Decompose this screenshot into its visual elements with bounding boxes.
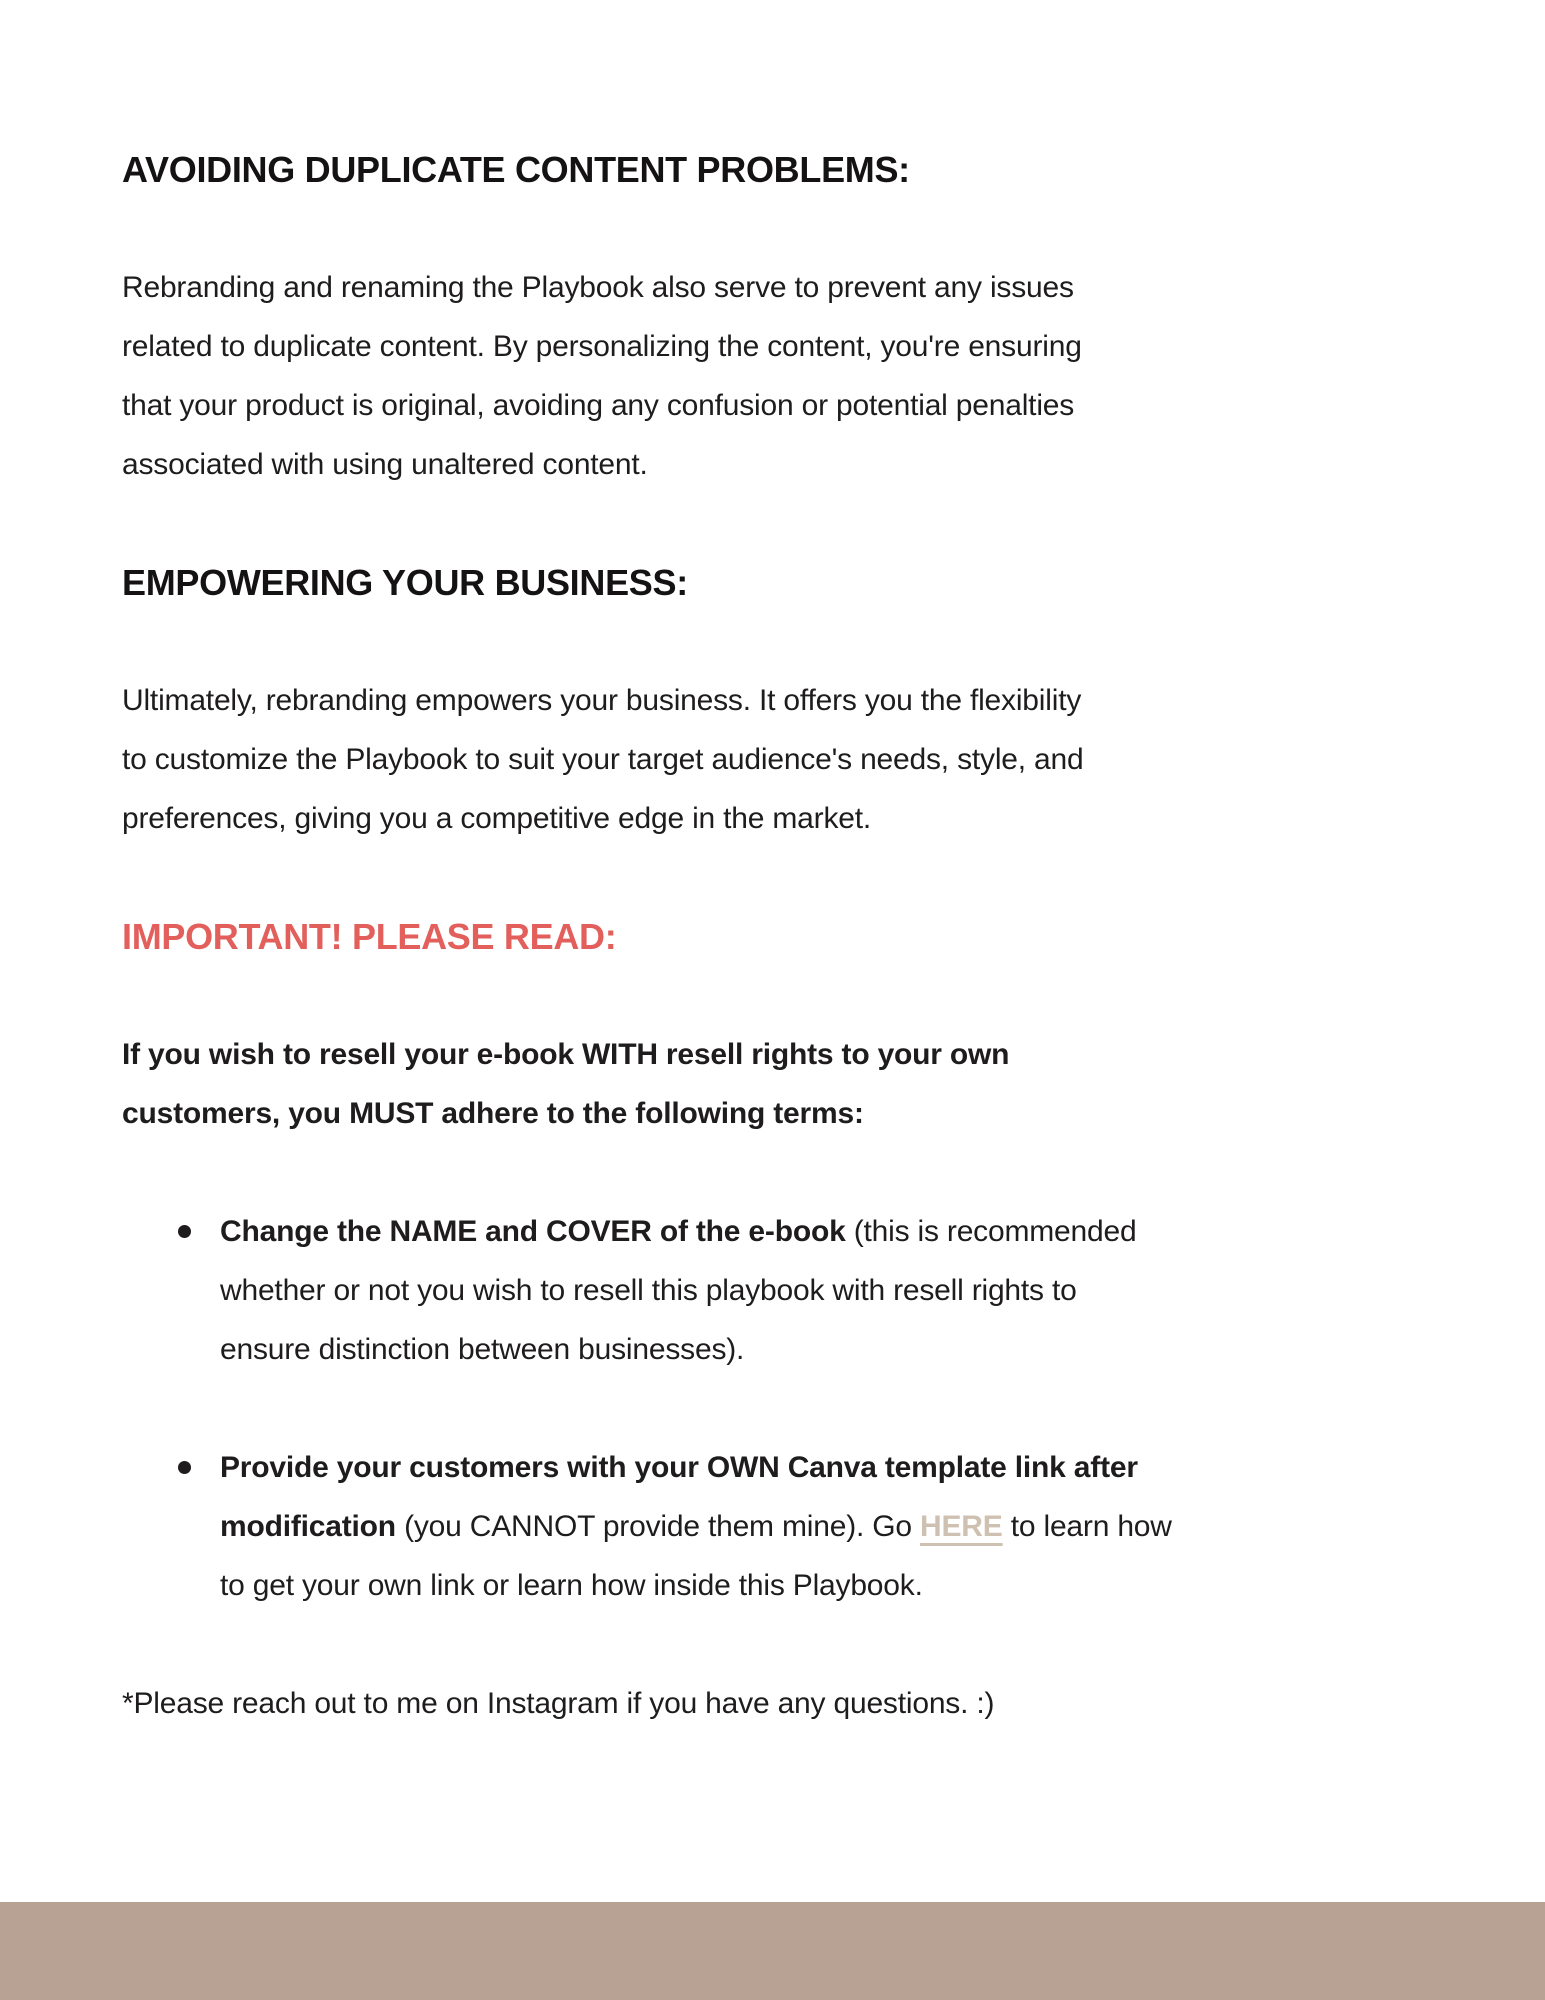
page-content [122, 0, 1302, 1792]
paragraph-line: to customize the Playbook to suit your target audience's needs, style, and [122, 743, 1084, 776]
bullet-regular-text: (this is recommended [845, 1215, 1137, 1248]
bullet-regular-text: (you CANNOT provide them mine). Go [395, 1510, 921, 1543]
bullet-regular-text: to learn how [1002, 1510, 1172, 1543]
paragraph-line: *Please reach out to me on Instagram if you have any questions. :) [122, 1687, 995, 1720]
paragraph-line: If you wish to resell your e-book WITH resell rights to your own [122, 1038, 1010, 1071]
paragraph-duplicate-content [122, 258, 1302, 494]
term-item-rename-ebook [122, 1202, 1302, 1379]
paragraph-resell-terms-intro [122, 1025, 1302, 1143]
bullet-line: ensure distinction between businesses). [220, 1333, 745, 1366]
paragraph-line: associated with using unaltered content. [122, 448, 648, 481]
paragraph-line: customers, you MUST adhere to the following terms: [122, 1097, 864, 1130]
paragraph-line: that your product is original, avoiding any confusion or potential penalties [122, 389, 1075, 422]
section-heading-empowering: EMPOWERING YOUR BUSINESS: [122, 562, 688, 603]
paragraph-line: Ultimately, rebranding empowers your business. It offers you the flexibility [122, 684, 1082, 717]
section-heading-duplicate-content: AVOIDING DUPLICATE CONTENT PROBLEMS: [122, 149, 910, 190]
bullet-bold-text: modification [220, 1510, 396, 1543]
bullet-line: whether or not you wish to resell this playbook with resell rights to [220, 1274, 1077, 1307]
instagram-note [122, 1674, 1302, 1733]
here-link[interactable]: HERE [920, 1510, 1003, 1543]
bullet-icon [178, 1461, 191, 1474]
term-item-own-template-link [122, 1438, 1302, 1615]
bullet-bold-text: Change the NAME and COVER of the e-book [220, 1215, 846, 1248]
bullet-line: to get your own link or learn how inside this Playbook. [220, 1569, 923, 1602]
section-heading-important: IMPORTANT! PLEASE READ: [122, 916, 617, 957]
paragraph-line: Rebranding and renaming the Playbook also serve to prevent any issues [122, 271, 1074, 304]
bullet-line [220, 1497, 1302, 1556]
footer-bar [0, 1902, 1545, 2000]
bullet-line [220, 1202, 1302, 1261]
bullet-line: Provide your customers with your OWN Canva template link after [220, 1451, 1138, 1484]
paragraph-line: preferences, giving you a competitive edge in the market. [122, 802, 872, 835]
paragraph-line: related to duplicate content. By personalizing the content, you're ensuring [122, 330, 1082, 363]
bullet-icon [178, 1225, 191, 1238]
resell-terms-list [122, 1202, 1302, 1615]
paragraph-empowering [122, 671, 1302, 848]
